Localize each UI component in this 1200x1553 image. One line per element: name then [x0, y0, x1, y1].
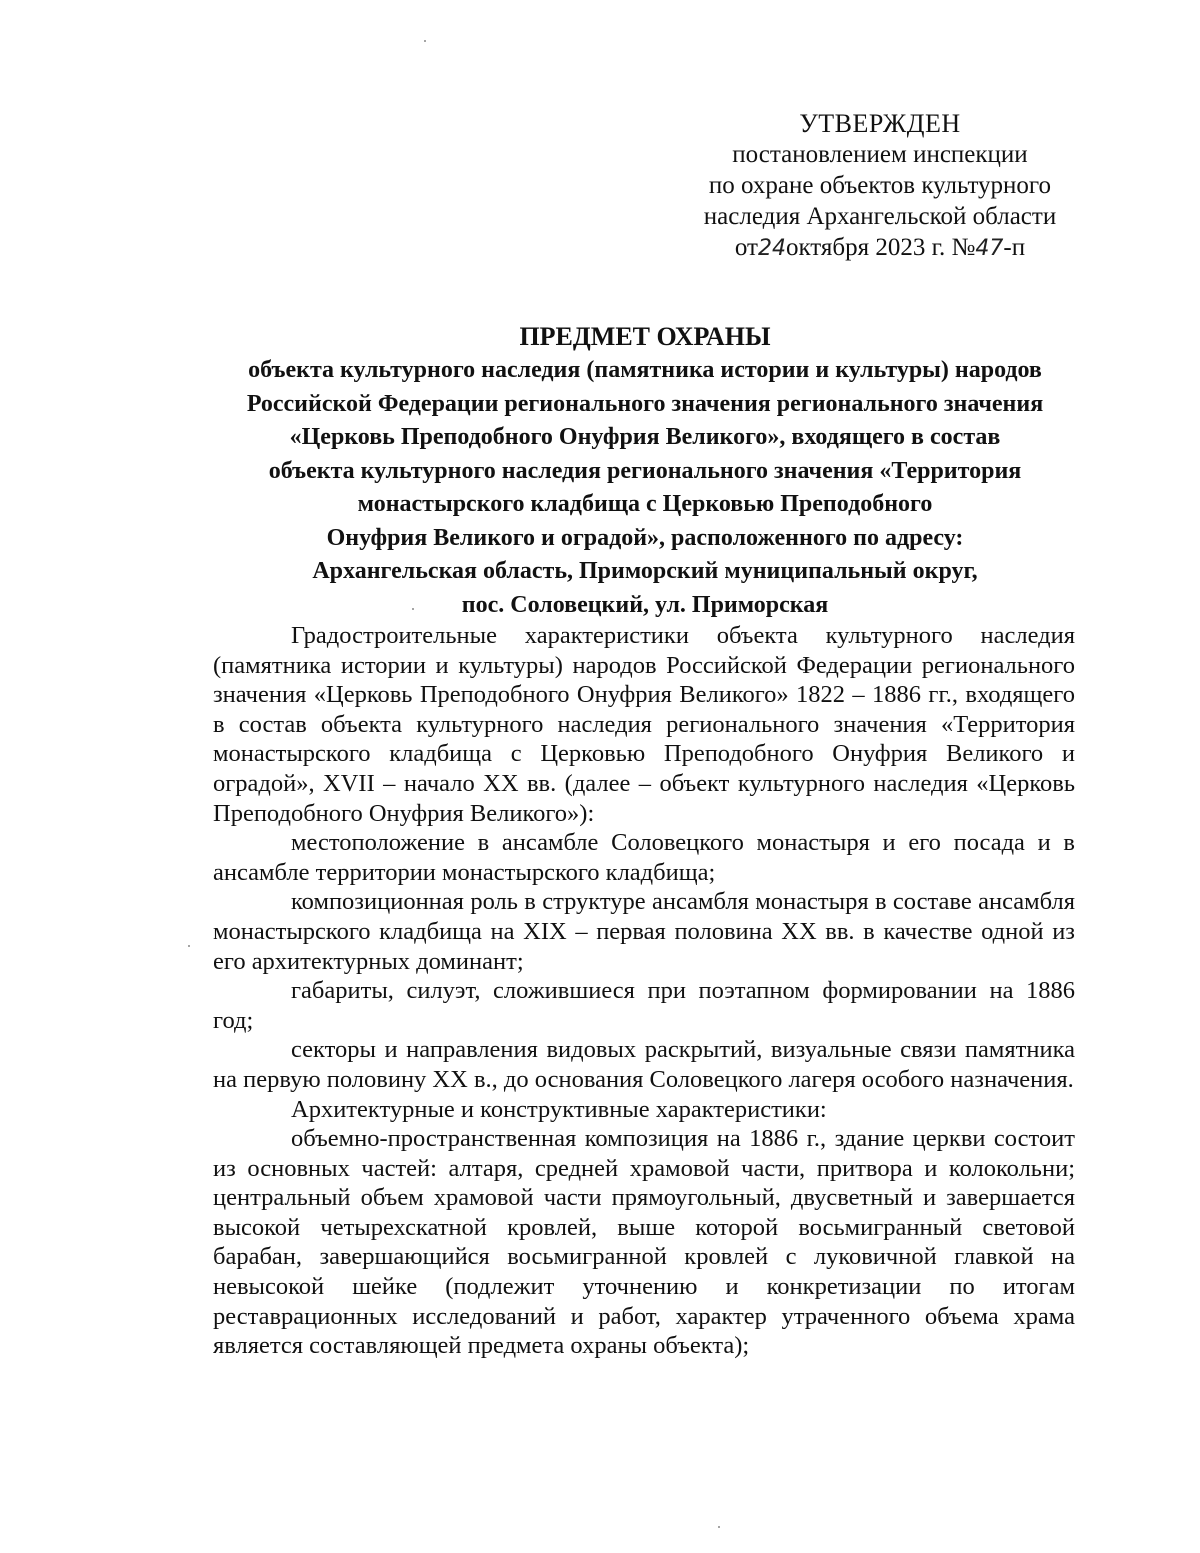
- number-suffix: -п: [1003, 234, 1026, 261]
- date-prefix: от: [734, 234, 758, 261]
- approval-line-1: постановлением инспекции: [732, 141, 1028, 168]
- document-body: [213, 621, 1075, 1361]
- paragraph-dimensions: габариты, силуэт, сложившиеся при поэтапном формировании на 1886 год;: [213, 977, 1075, 1034]
- date-middle: октября 2023 г. №: [785, 234, 976, 261]
- paragraph-volumetric-composition: объемно-пространственная композиция на 1886 г., здание церкви состоит из основных частей: алтаря, средней храмовой части, притвора и колокольни; центральный объем храмовой части прямоугольный, двусветный и завершается высокой четырехскатной кровлей, выше которой восьмигранный световой барабан, завершающийся восьмигранной кровлей с луковичной главкой на невысокой шейке (подлежит уточнению и конкретизации по итогам реставрационных исследований и работ, характер утраченного объема храма является составляющей предмета охраны объекта);: [213, 1125, 1075, 1360]
- handwritten-number: 47: [975, 236, 1004, 261]
- approval-date-line: [690, 232, 1070, 264]
- approval-line-2: по охране объектов культурного: [708, 172, 1052, 199]
- approval-stamp-block: [690, 108, 1070, 264]
- paragraph-location: местоположение в ансамбле Соловецкого монастыря и его посада и в ансамбле территории монастырского кладбища;: [213, 829, 1075, 886]
- heading-line: объекта культурного наследия регионального значения «Территория: [268, 457, 1022, 484]
- heading-line: объекта культурного наследия (памятника истории и культуры) народов: [248, 357, 1042, 383]
- heading-line: Архангельская область, Приморский муниципальный округ,: [312, 558, 978, 584]
- paragraph-compositional-role: композиционная роль в структуре ансамбля монастыря в составе ансамбля монастырского кладбища на XIX – первая половина XX вв. в качестве одной из его архитектурных доминант;: [213, 888, 1075, 975]
- heading-line: «Церковь Преподобного Онуфрия Великого», входящего в состав: [289, 424, 1001, 450]
- handwritten-day: 24: [757, 236, 786, 261]
- heading-line: Российской Федерации регионального значения регионального значения: [246, 390, 1044, 417]
- heading-line: Онуфрия Великого и оградой», расположенного по адресу:: [326, 524, 964, 551]
- paragraph-architectural-heading: Архитектурные и конструктивные характеристики:: [291, 1095, 827, 1123]
- scan-speck: [188, 945, 190, 947]
- approval-line-3: наследия Архангельской области: [703, 203, 1057, 230]
- document-heading: [205, 320, 1085, 622]
- document-title: ПРЕДМЕТ ОХРАНЫ: [519, 322, 771, 351]
- scan-speck: [424, 40, 426, 42]
- approval-title: УТВЕРЖДЕН: [799, 109, 961, 138]
- scan-speck: [718, 1526, 720, 1528]
- paragraph-view-sectors: секторы и направления видовых раскрытий, визуальные связи памятника на первую половину XX в., до основания Соловецкого лагеря особого назначения.: [213, 1036, 1075, 1093]
- paragraph-urban-characteristics: Градостроительные характеристики объекта культурного наследия (памятника истории и культуры) народов Российской Федерации регионального значения «Церковь Преподобного Онуфрия Великого» 1822 – 1886 гг., входящего в состав объекта культурного наследия регионального значения «Территория монастырского кладбища с Церковью Преподобного Онуфрия Великого и оградой», XVII – начало XX вв. (далее – объект культурного наследия «Церковь Преподобного Онуфрия Великого»):: [213, 622, 1075, 827]
- heading-line: пос. Соловецкий, ул. Приморская: [461, 591, 829, 618]
- heading-line: монастырского кладбища с Церковью Преподобного: [357, 491, 933, 517]
